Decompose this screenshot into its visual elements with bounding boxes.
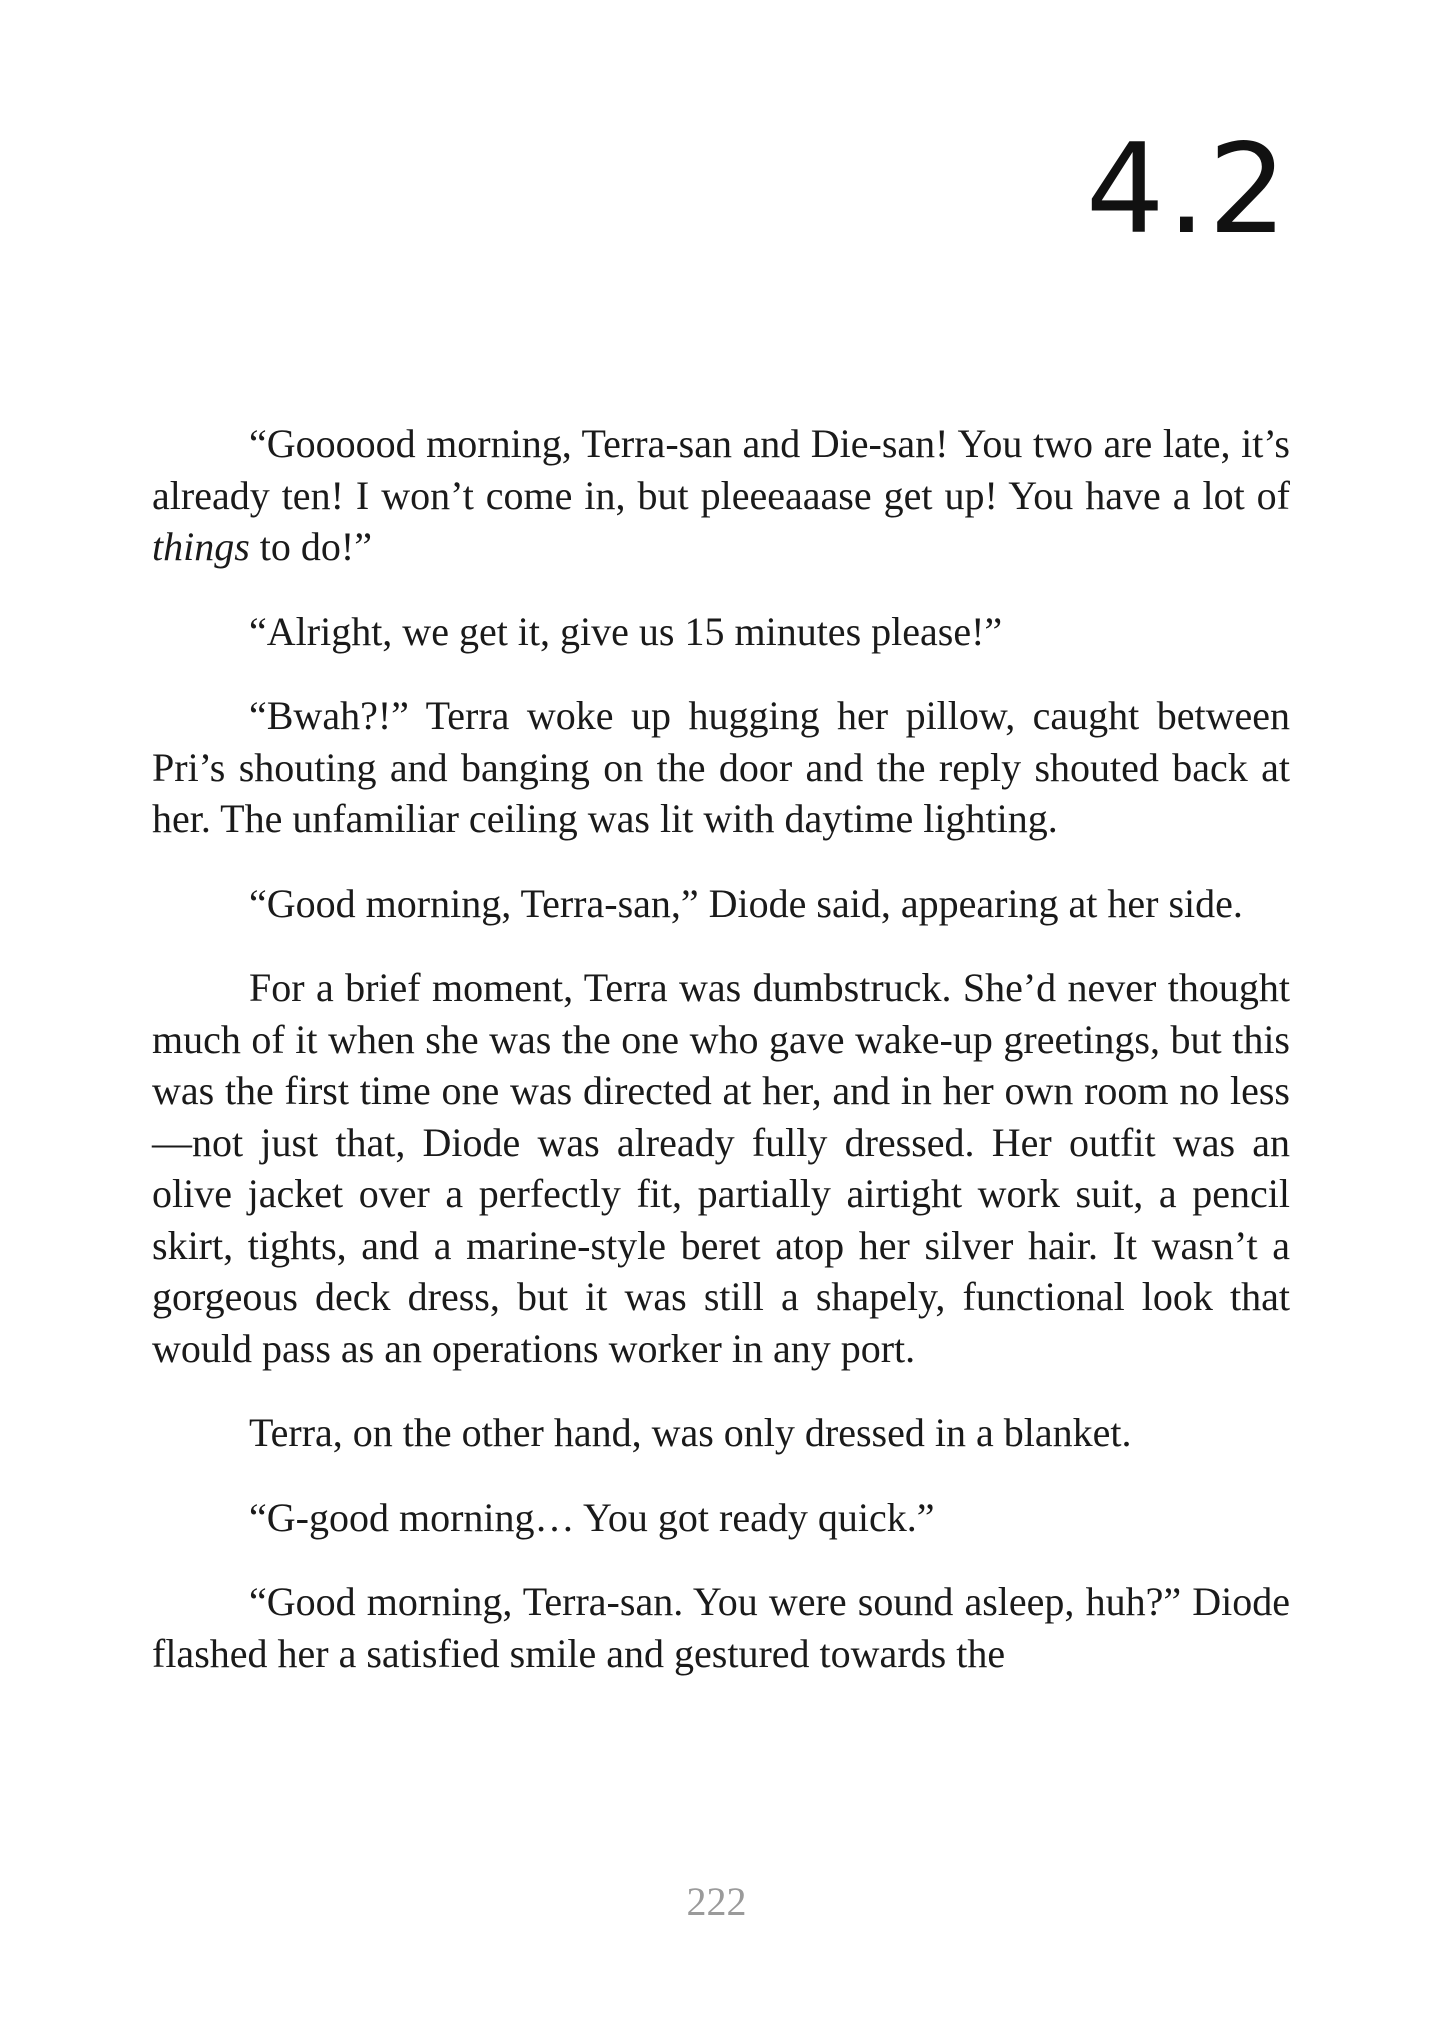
paragraph [152,418,1290,573]
body-text [152,418,1290,1712]
paragraph-text: “Bwah?!” Terra woke up hugging her pillow, caught between Pri’s shouting and banging on the door and the reply shouted back at her. The unfamiliar ceiling was lit with daytime lighting. [152,693,1290,841]
paragraph-text: “Good morning, Terra-san. You were sound asleep, huh?” Diode flashed her a satisfied smile and gestured towards the [152,1579,1290,1676]
paragraph-text: “Goooood morning, Terra-san and Die-san! You two are late, it’s already ten! I won’t come in, but pleeeaaase get up! You have a lot of [152,421,1290,518]
paragraph [152,878,1290,930]
paragraph-text: to do!” [249,524,372,569]
paragraph-text: “Good morning, Terra-san,” Diode said, appearing at her side. [249,880,1243,926]
emphasis-text: things [152,524,250,569]
paragraph-text: Terra, on the other hand, was only dressed in a blanket. [249,1410,1132,1455]
paragraph [152,1407,1290,1459]
paragraph-text: For a brief moment, Terra was dumbstruck. She’d never thought much of it when she was the one who gave wake-up greetings, but this was the first time one was directed at her, and in her own room no less—not just that, Diode was already fully dressed. Her outfit was an olive jacket over a perfectly fit, partially airtight work suit, a pencil skirt, tights, and a marine-style beret atop her silver hair. It wasn’t a gorgeous deck dress, but it was still a shapely, functional look that would pass as an operations worker in any port. [152,965,1290,1371]
page-number: 222 [686,1879,747,1924]
paragraph [152,962,1290,1374]
paragraph-text: “G-good morning… You got ready quick.” [249,1494,935,1540]
chapter-number: 4.2 [1085,118,1289,262]
paragraph [152,606,1290,658]
paragraph [152,1492,1290,1544]
paragraph-text: “Alright, we get it, give us 15 minutes please!” [249,608,1003,654]
paragraph [152,1576,1290,1679]
paragraph [152,690,1290,845]
